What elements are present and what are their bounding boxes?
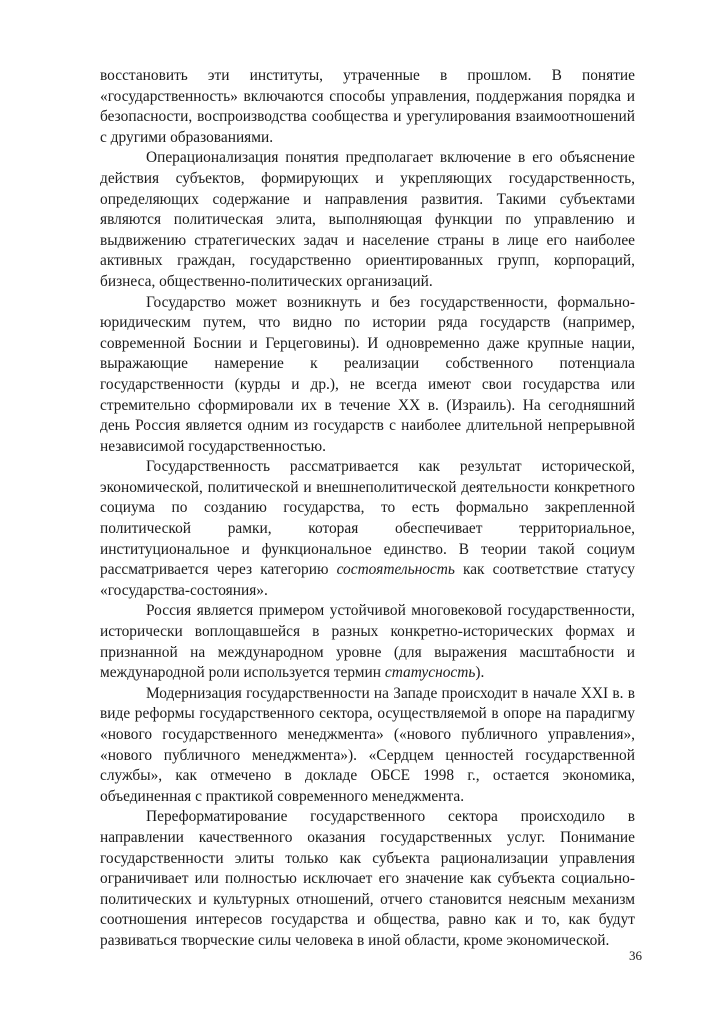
paragraph-3: Государство может возникнуть и без государственности, формально-юридическим путем, что видно по истории ряда государств (например, современной Боснии и Герцеговины). И одновременно даже крупные нации, выражающие намерение к реализации собственного потенциала государственности (курды и др.), не всегда имеют свои государства или стремительно сформировали их в течение XX в. (Израиль). На сегодняшний день Россия является одним из государств с наиболее длительной непрерывной независимой государственностью. bbox=[100, 293, 635, 455]
paragraph-6: Модернизация государственности на Западе происходит в начале XXI в. в виде реформы государственного сектора, осуществляемой в опоре на парадигму «нового государственного менеджмента» («нового публичного управления», «нового публичного менеджмента»). «Сердцем ценностей государственной службы», как отмечено в докладе ОБСЕ 1998 г., остается экономика, объединенная с практикой современного менеджмента. bbox=[100, 684, 635, 805]
page-body bbox=[100, 66, 635, 952]
paragraph-2: Операционализация понятия предполагает включение в его объяснение действия субъектов, формирующих и укрепляющих государственность, определяющих содержание и направления развития. Такими субъектами являются политическая элита, выполняющая функции по управлению и выдвижению стратегических задач и население страны в лице его наиболее активных граждан, государственно ориентированных групп, корпораций, бизнеса, общественно-политических организаций. bbox=[100, 149, 635, 290]
paragraph-1: восстановить эти институты, утраченные в прошлом. В понятие «государственность» включаются способы управления, поддержания порядка и безопасности, воспроизводства сообщества и урегулирования взаимоотношений с другими образованиями. bbox=[100, 67, 635, 146]
term-sostoyatelnost: состоятельность bbox=[336, 561, 455, 579]
paragraph-5-text-end: ). bbox=[475, 664, 485, 682]
term-statusnost: статусность bbox=[384, 664, 476, 682]
paragraph-5 bbox=[100, 601, 635, 683]
paragraph-4-text-start: Государственность рассматривается как результат исторической, экономической, политической и внешнеполитической деятельности конкретного социума по созданию государства, то есть формально закрепленной политической рамки, которая обеспечивает территориальное, институциональное и функциональное единство. В теории такой социум рассматривается через категорию bbox=[100, 458, 635, 579]
paragraph-7: Переформатирование государственного сектора происходило в направлении качественного оказания государственных услуг. Понимание государственности элиты только как субъекта рационализации управления ограничивает или полностью исключает его значение как субъекта социально-политических и культурных отношений, отчего становится неясным механизм соотношения интересов государства и общества, равно как и то, как будут развиваться творческие силы человека в иной области, кроме экономической. bbox=[100, 808, 635, 949]
paragraph-5-text-start: Россия является примером устойчивой многовековой государственности, исторически воплощавшейся в разных конкретно-исторических формах и признанной на международном уровне (для выражения масштабности и международной роли используется термин bbox=[100, 602, 635, 682]
page-number: 36 bbox=[629, 948, 642, 963]
paragraph-4-text-end: как соответствие статусу «государства-состояния». bbox=[100, 561, 635, 599]
paragraph-4 bbox=[100, 457, 635, 601]
